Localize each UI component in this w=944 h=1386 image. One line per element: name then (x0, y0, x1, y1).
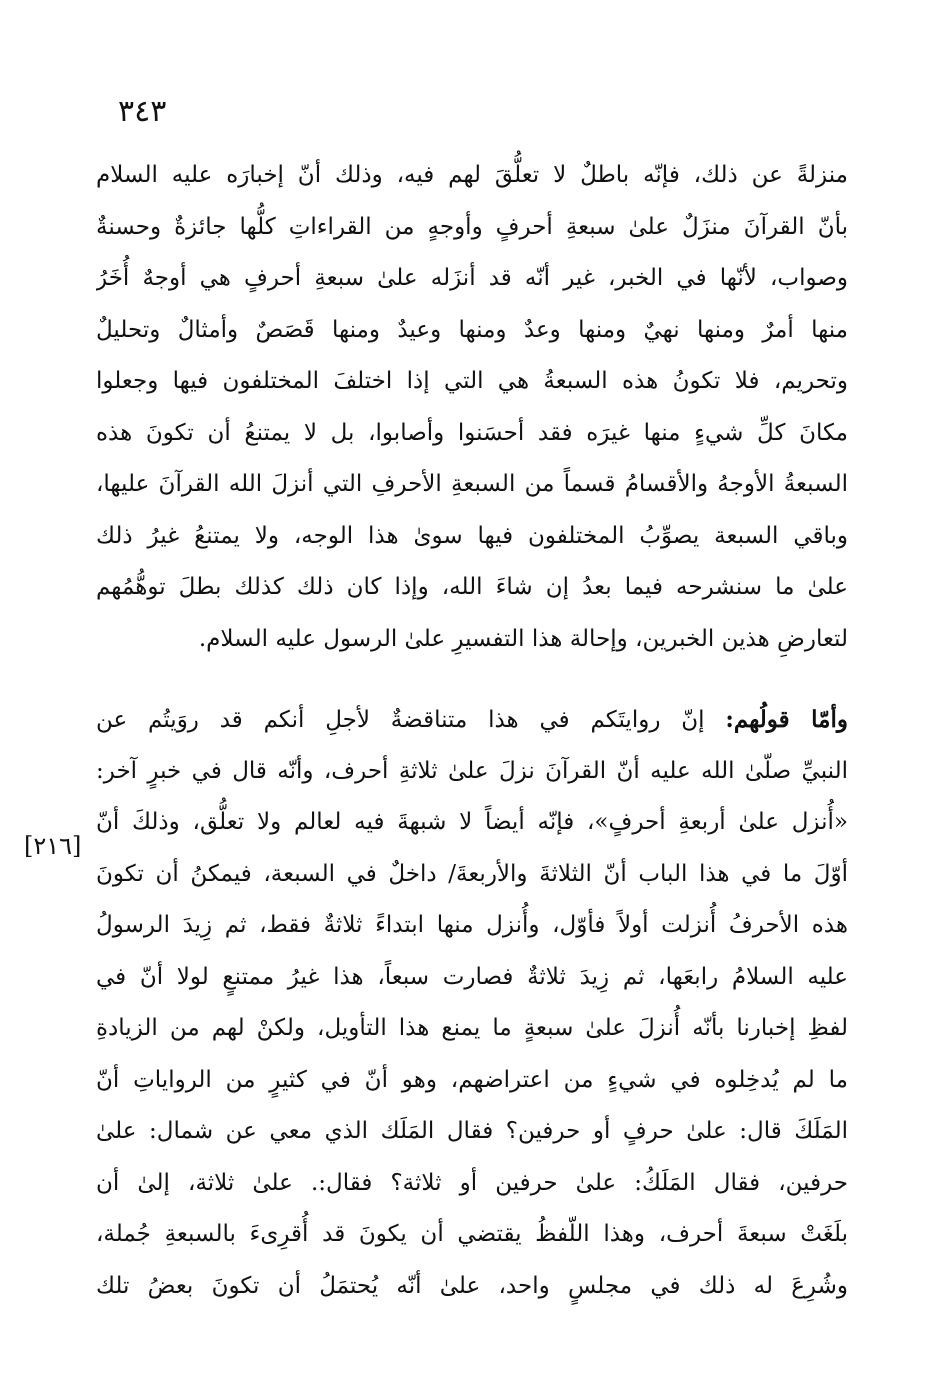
text-line: وصواب، لأنّها في الخبر، غير أنّه قد أنزَله علىٰ سبعةِ أحرفٍ هي أوجهٌ أُخَرُ (96, 265, 848, 291)
text-line: النبيِّ صلّىٰ الله عليه أنّ القرآنَ نزلَ علىٰ ثلاثةِ أحرف، وأنّه قال في خبرٍ آخر: (96, 757, 848, 784)
body-text (96, 150, 848, 1312)
text-line: منها أمرٌ ومنها نهيٌ ومنها وعدٌ ومنها وعيدٌ ومنها قَصَصٌ وأمثالٌ وتحليلٌ (96, 316, 848, 343)
text-line: «أُنزل علىٰ أربعةِ أحرفٍ»، فإنّه أيضاً لا شبهةَ فيه لعالم ولا تعلُّق، وذلكَ أنّ (96, 809, 848, 835)
text-line: لفظِ إخبارنا بأنّه أُنزلَ علىٰ سبعةٍ ما يمنع هذا التأويل، ولكنْ لهم من الزيادةِ (96, 1015, 848, 1041)
paragraph-2 (96, 694, 848, 1312)
text-line: وباقي السبعة يصوِّبُ المختلفون فيها سوىٰ هذا الوجه، ولا يمتنعُ غيرُ ذلك (96, 522, 848, 549)
text-line-rest: إنّ روايتَكم في هذا متناقضةٌ لأجلِ أنكم قد روَيتُم عن (96, 707, 726, 733)
text-line: وتحريم، فلا تكونُ هذه السبعةُ هي التي إذا اختلفَ المختلفون فيها وجعلوا (96, 368, 848, 394)
text-line: ما لم يُدخِلوه في شيءٍ من اعتراضهم، وهو أنّ في كثيرٍ من الرواياتِ أنّ (96, 1066, 848, 1093)
text-line: حرفين، فقال المَلَكُ: علىٰ حرفين أو ثلاثة؟ فقال:. علىٰ ثلاثة، إلىٰ أن (96, 1169, 848, 1196)
text-line: وشُرِعَ له ذلك في مجلسٍ واحد، علىٰ أنّه يُحتمَلُ أن تكونَ بعضُ تلك (96, 1272, 848, 1299)
paragraph-1 (96, 150, 848, 665)
margin-page-reference: [٢١٦] (24, 832, 82, 860)
text-line: بلَغَتْ سبعةَ أحرف، وهذا اللّفظُ يقتضي أن يكونَ قد أُقرِىءَ بالسبعةِ جُملة، (96, 1221, 848, 1247)
text-line (96, 694, 848, 746)
text-line: عليه السلامُ رابعَها، ثم زِيدَ ثلاثةٌ فصارت سبعاً، هذا غيرُ ممتنعٍ لولا أنّ في (96, 963, 848, 990)
text-line: المَلَكَ قال: علىٰ حرفٍ أو حرفين؟ فقال المَلَك الذي معي عن شمال: علىٰ (96, 1118, 848, 1144)
text-line: السبعةُ الأوجهُ والأقسامُ قسماً من السبعةِ الأحرفِ التي أنزلَ الله القرآنَ عليها، (96, 471, 848, 497)
page-number: ٣٤٣ (118, 94, 167, 129)
text-line: هذه الأحرفُ أُنزلت أولاً فأوّل، وأُنزل منها ابتداءً ثلاثةٌ فقط، ثم زِيدَ الرسولُ (96, 912, 848, 938)
paragraph-lead-phrase: وأمّا قولُهم: (725, 706, 848, 733)
text-line: منزلةً عن ذلك، فإنّه باطلٌ لا تعلُّقَ لهم فيه، وذلك أنّ إخبارَه عليه السلام (96, 162, 848, 188)
text-line: لتعارضِ هذين الخبرين، وإحالة هذا التفسيرِ علىٰ الرسول عليه السلام. (198, 625, 848, 652)
text-line: بأنّ القرآنَ منزَلٌ علىٰ سبعةِ أحرفٍ وأوجهٍ من القراءاتِ كلُّها جائزةٌ وحسنةٌ (96, 213, 848, 240)
text-line: أوّلَ ما في هذا الباب أنّ الثلاثةَ والأربعةَ/ داخلٌ في السبعة، فيمكنُ أن تكونَ (96, 860, 848, 887)
text-line: مكانَ كلِّ شيءٍ منها غيرَه فقد أحسَنوا وأصابوا، بل لا يمتنعُ أن تكونَ هذه (96, 419, 848, 446)
text-line: علىٰ ما سنشرحه فيما بعدُ إن شاءَ الله، وإذا كان ذلك كذلك بطلَ توهُّمُهم (96, 574, 848, 600)
